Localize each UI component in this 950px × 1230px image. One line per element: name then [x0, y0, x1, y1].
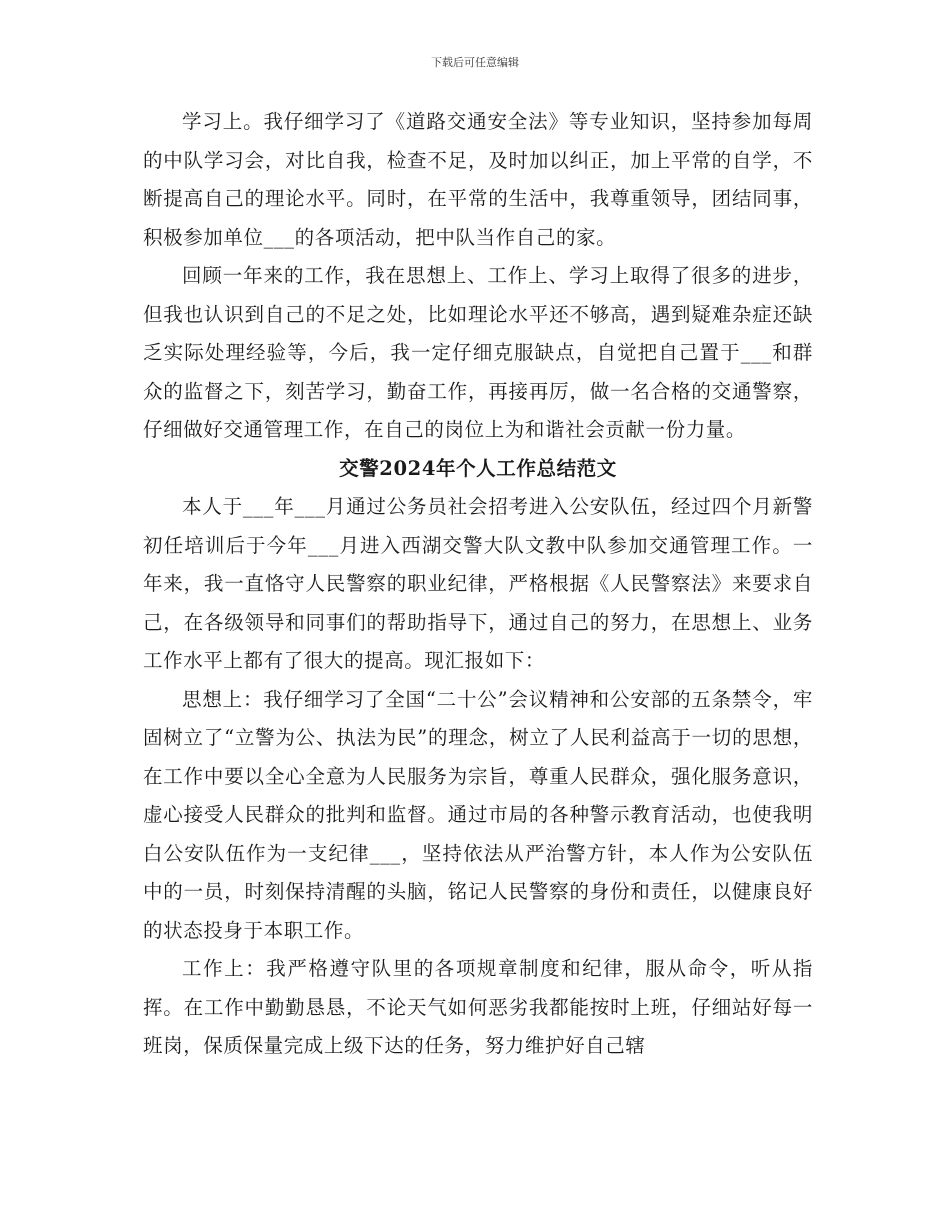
paragraph-review: 回顾一年来的工作，我在思想上、工作上、学习上取得了很多的进步，但我也认识到自己的不足之处，比如理论水平还不够高，遇到疑难杂症还缺乏实际处理经验等，今后，我一定仔细克服缺点，自觉把自己置于___和群众的监督之下，刻苦学习，勤奋工作，再接再厉，做一名合格的交通警察，仔细做好交通管理工作，在自己的岗位上为和谐社会贡献一份力量。 — [143, 264, 813, 441]
paragraph-ideology: 思想上：我仔细学习了全国“二十公”会议精神和公安部的五条禁令，牢固树立了“立警为公、执法为民”的理念，树立了人民利益高于一切的思想，在工作中要以全心全意为人民服务为宗旨，尊重人民群众，强化服务意识，虚心接受人民群众的批判和监督。通过市局的各种警示教育活动，也使我明白公安队伍作为一支纪律___，坚持依法从严治警方针，本人作为公安队伍中的一员，时刻保持清醒的头脑，铭记人民警察的身份和责任，以健康良好的状态投身于本职工作。 — [143, 687, 813, 942]
document-body — [143, 103, 813, 1066]
paragraph-work: 工作上：我严格遵守队里的各项规章制度和纪律，服从命令，听从指挥。在工作中勤勤恳恳，不论天气如何恶劣我都能按时上班，仔细站好每一班岗，保质保量完成上级下达的任务，努力维护好自己辖 — [143, 957, 813, 1057]
paragraph-study: 学习上。我仔细学习了《道路交通安全法》等专业知识，坚持参加每周的中队学习会，对比自我，检查不足，及时加以纠正，加上平常的自学，不断提高自己的理论水平。同时，在平常的生活中，我尊重领导，团结同事，积极参加单位___的各项活动，把中队当作自己的家。 — [143, 110, 813, 249]
paragraph-intro: 本人于___年___月通过公务员社会招考进入公安队伍，经过四个月新警初任培训后于今年___月进入西湖交警大队文教中队参加交通管理工作。一年来，我一直恪守人民警察的职业纪律，严格根据《人民警察法》来要求自己，在各级领导和同事们的帮助指导下，通过自己的努力，在思想上、业务工作水平上都有了很大的提高。现汇报如下： — [143, 495, 813, 672]
section-title: 交警2024年个人工作总结范文 — [339, 456, 617, 480]
page-header: 下载后可任意编辑 — [431, 56, 519, 69]
